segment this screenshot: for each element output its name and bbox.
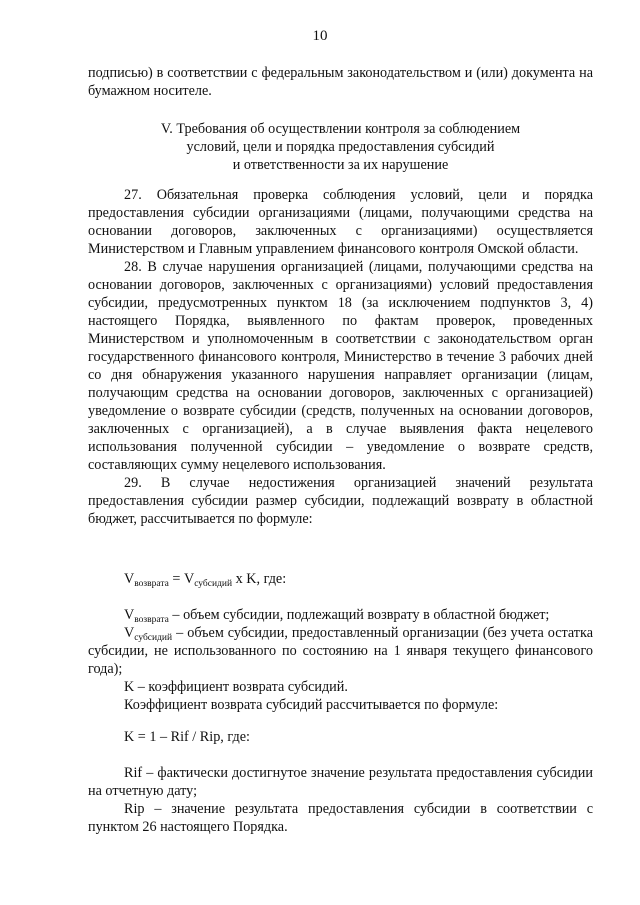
definition-v-return (88, 606, 593, 624)
page-number: 10 (312, 28, 328, 44)
section-heading-line-2: условий, цели и порядка предоставления субсидий (186, 139, 495, 155)
formula-1-tail: x K, где: (232, 571, 287, 587)
paragraph-29: 29. В случае недостижения организацией значений результата предоставления субсидии размер субсидии, подлежащий возврату в областной бюджет, рассчитывается по формуле: (88, 475, 593, 527)
formula-2-text: K = 1 – Rif / Rip, где: (124, 729, 250, 745)
paragraph-27: 27. Обязательная проверка соблюдения условий, цели и порядка предоставления субсидии организациями (лицами, получающими средства на основании договоров, заключенных с организациями) осуществляется Министерством и Главным управлением финансового контроля Омской области. (88, 187, 593, 257)
section-heading (88, 120, 593, 174)
definition-rip: Rip – значение результата предоставления субсидии в соответствии с пунктом 26 настоящего Порядка. (88, 801, 593, 835)
definitions-block (88, 606, 593, 714)
intro-paragraph (88, 64, 593, 100)
paragraph-28: 28. В случае нарушения организацией (лицами, получающими средства на основании договоров, заключенных с организациями) условий предоставления субсидии, предусмотренных пунктом 18 (за исключением подпунктов 3, 4) настоящего Порядка, выявленного по фактам проверок, проведенных Министерством и уполномоченным в соответствии с законодательством орган государственного финансового контроля, Министерство в течение 3 рабочих дней со дня обнаружения указанного нарушения направляет организации (лицам, получающим средства на основании договоров, заключенных с организацией) уведомление о возврате субсидии (средств, полученных на основании договоров, заключенных с организацией), а в случае выявления факта нецелевого использования полученной субсидии – уведомление о возврате средств, составляющих сумму нецелевого использования. (88, 259, 593, 473)
formula-1-sub-1: возврата (134, 579, 169, 589)
definition-v-subsidy-sub: субсидий (134, 633, 173, 643)
section-heading-line-1: V. Требования об осуществлении контроля за соблюдением (160, 121, 521, 137)
formula-1-eq: = V (168, 571, 195, 587)
definition-v-subsidy-text: – объем субсидии, предоставленный организации (без учета остатка субсидии, не использованного по состоянию на 1 января текущего финансового года); (88, 625, 593, 677)
formula-1-v: V (124, 571, 135, 587)
definition-k: K – коэффициент возврата субсидий. (124, 679, 348, 695)
definition-v-subsidy-symbol: V (124, 625, 135, 641)
definition-k-formula-intro: Коэффициент возврата субсидий рассчитывается по формуле: (124, 697, 499, 713)
definition-v-return-symbol: V (124, 607, 135, 623)
intro-text: подписью) в соответствии с федеральным законодательством и (или) документа на бумажном носителе. (88, 65, 593, 99)
definition-v-return-text: – объем субсидии, подлежащий возврату в областной бюджет; (168, 607, 550, 623)
formula-2 (124, 728, 593, 746)
formula-1-sub-2: субсидий (194, 579, 233, 589)
paragraphs-block (88, 186, 593, 528)
formula-1 (124, 570, 593, 588)
definitions-2-block (88, 764, 593, 836)
section-heading-line-3: и ответственности за их нарушение (232, 157, 449, 173)
definition-v-subsidy (88, 624, 593, 678)
definition-v-return-sub: возврата (134, 615, 169, 625)
definition-rif: Rif – фактически достигнутое значение результата предоставления субсидии на отчетную дату; (88, 765, 593, 799)
